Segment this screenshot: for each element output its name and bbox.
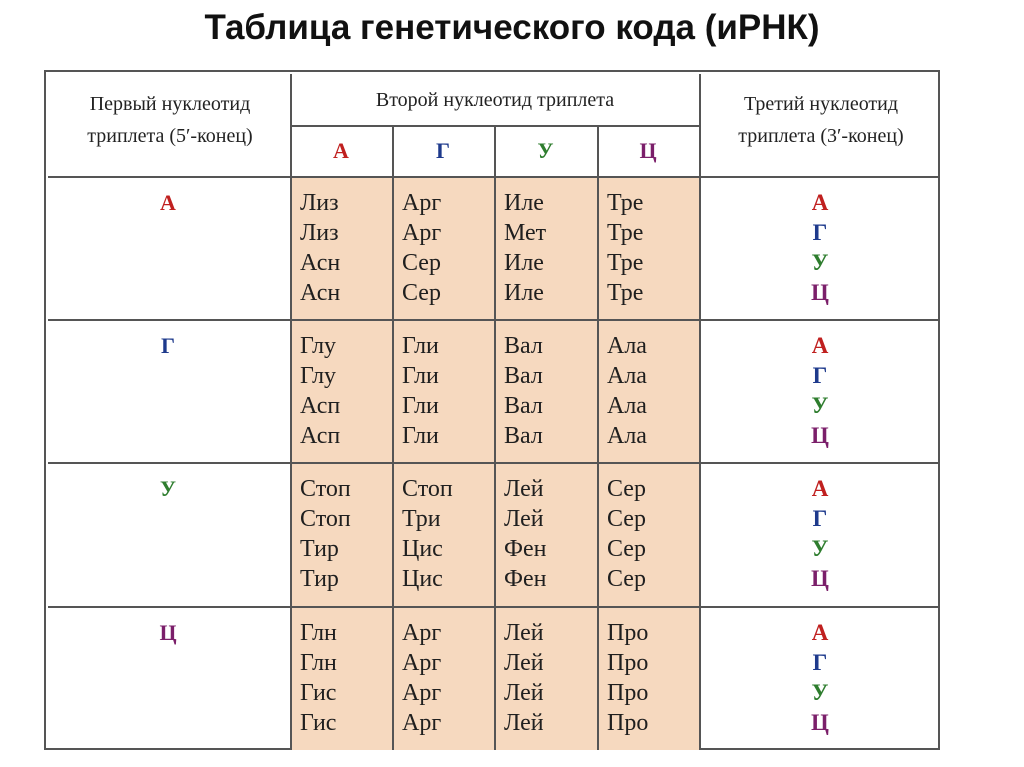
third-nucleotide-header: Третий нуклеотид bbox=[743, 93, 899, 115]
grid-hline bbox=[48, 176, 940, 178]
amino-acid: Тре bbox=[607, 190, 644, 216]
third-base-label: У bbox=[811, 393, 829, 418]
second-base-label: У bbox=[537, 138, 554, 163]
first-base-label: Г bbox=[161, 333, 175, 358]
amino-acid: Глн bbox=[300, 620, 337, 646]
amino-acid: Арг bbox=[402, 710, 442, 736]
amino-acid: Тир bbox=[300, 536, 339, 562]
amino-acid: Гис bbox=[300, 680, 337, 706]
amino-acid: Иле bbox=[504, 280, 544, 306]
third-base-label: Ц bbox=[811, 423, 829, 448]
amino-acid: Вал bbox=[504, 423, 543, 449]
amino-acid: Арг bbox=[402, 620, 442, 646]
amino-acid: Вал bbox=[504, 363, 543, 389]
third-base-label: Ц bbox=[811, 566, 829, 591]
amino-acid: Сер bbox=[402, 250, 441, 276]
amino-acid: Глу bbox=[300, 363, 337, 389]
amino-acid: Сер bbox=[607, 566, 646, 592]
amino-acid: Асн bbox=[300, 280, 341, 306]
third-base-label: Г bbox=[812, 220, 828, 245]
amino-acid: Лей bbox=[504, 650, 544, 676]
amino-acid: Цис bbox=[402, 536, 443, 562]
third-base-label: Г bbox=[812, 363, 828, 388]
amino-acid: Тре bbox=[607, 280, 644, 306]
third-base-label: Г bbox=[812, 506, 828, 531]
amino-acid: Сер bbox=[402, 280, 441, 306]
amino-acid: Асп bbox=[300, 423, 341, 449]
first-nucleotide-header-2: триплета (5′-конец) bbox=[87, 125, 253, 147]
amino-acid: Тре bbox=[607, 220, 644, 246]
amino-acid: Тир bbox=[300, 566, 339, 592]
amino-acid: Гис bbox=[300, 710, 337, 736]
amino-acid: Арг bbox=[402, 190, 442, 216]
amino-acid: Про bbox=[607, 620, 649, 646]
amino-acid: Стоп bbox=[402, 476, 453, 502]
third-base-label: Ц bbox=[811, 280, 829, 305]
amino-acid: Гли bbox=[402, 333, 439, 359]
amino-acid: Цис bbox=[402, 566, 443, 592]
amino-acid: Про bbox=[607, 710, 649, 736]
second-base-label: Г bbox=[436, 138, 450, 163]
first-base-label: У bbox=[159, 476, 177, 501]
grid-vline bbox=[494, 126, 496, 750]
third-base-label: А bbox=[811, 190, 829, 215]
amino-acid: Ала bbox=[607, 393, 647, 419]
amino-acid: Глн bbox=[300, 650, 337, 676]
amino-acid: Лей bbox=[504, 710, 544, 736]
grid-hline bbox=[48, 606, 940, 608]
first-base-label: Ц bbox=[159, 620, 177, 645]
amino-acid: Лиз bbox=[300, 190, 339, 216]
amino-acid: Арг bbox=[402, 220, 442, 246]
amino-acid: Ала bbox=[607, 363, 647, 389]
amino-acid: Иле bbox=[504, 250, 544, 276]
amino-acid: Гли bbox=[402, 363, 439, 389]
amino-acid: Ала bbox=[607, 423, 647, 449]
amino-acid: Сер bbox=[607, 506, 646, 532]
amino-acid: Лей bbox=[504, 620, 544, 646]
grid-hline bbox=[290, 125, 699, 127]
third-base-label: Ц bbox=[811, 710, 829, 735]
page-title: Таблица генетического кода (иРНК) bbox=[204, 8, 820, 47]
amino-acid: Лей bbox=[504, 680, 544, 706]
third-base-label: Г bbox=[812, 650, 828, 675]
amino-acid: Иле bbox=[504, 190, 544, 216]
amino-acid: Про bbox=[607, 650, 649, 676]
amino-acid: Асп bbox=[300, 393, 341, 419]
amino-acid: Арг bbox=[402, 680, 442, 706]
third-base-label: А bbox=[811, 333, 829, 358]
second-nucleotide-header: Второй нуклеотид триплета bbox=[375, 89, 615, 111]
amino-acid: Мет bbox=[504, 220, 547, 246]
amino-acid: Три bbox=[402, 506, 441, 532]
amino-acid: Про bbox=[607, 680, 649, 706]
grid-vline bbox=[597, 126, 599, 750]
amino-acid: Вал bbox=[504, 393, 543, 419]
amino-acid: Асн bbox=[300, 250, 341, 276]
grid-vline bbox=[392, 126, 394, 750]
third-base-label: У bbox=[811, 680, 829, 705]
amino-acid: Тре bbox=[607, 250, 644, 276]
grid-hline bbox=[48, 462, 940, 464]
amino-acid: Гли bbox=[402, 423, 439, 449]
third-base-label: У bbox=[811, 536, 829, 561]
third-base-label: А bbox=[811, 476, 829, 501]
amino-acid: Гли bbox=[402, 393, 439, 419]
amino-acid: Сер bbox=[607, 536, 646, 562]
third-base-label: А bbox=[811, 620, 829, 645]
genetic-code-table bbox=[44, 70, 940, 750]
amino-acid: Глу bbox=[300, 333, 337, 359]
amino-acid: Сер bbox=[607, 476, 646, 502]
first-base-label: А bbox=[160, 190, 176, 215]
second-base-label: Ц bbox=[639, 138, 657, 163]
amino-acid: Арг bbox=[402, 650, 442, 676]
amino-acid: Лиз bbox=[300, 220, 339, 246]
amino-acid: Вал bbox=[504, 333, 543, 359]
amino-acid: Ала bbox=[607, 333, 647, 359]
amino-acid: Стоп bbox=[300, 506, 351, 532]
first-nucleotide-header: Первый нуклеотид bbox=[89, 93, 251, 115]
third-nucleotide-header-2: триплета (3′-конец) bbox=[738, 125, 904, 147]
amino-acid: Лей bbox=[504, 476, 544, 502]
third-base-label: У bbox=[811, 250, 829, 275]
second-base-label: А bbox=[333, 138, 349, 163]
amino-acid: Лей bbox=[504, 506, 544, 532]
amino-acid: Стоп bbox=[300, 476, 351, 502]
amino-acid: Фен bbox=[504, 536, 547, 562]
amino-acid: Фен bbox=[504, 566, 547, 592]
grid-hline bbox=[48, 319, 940, 321]
